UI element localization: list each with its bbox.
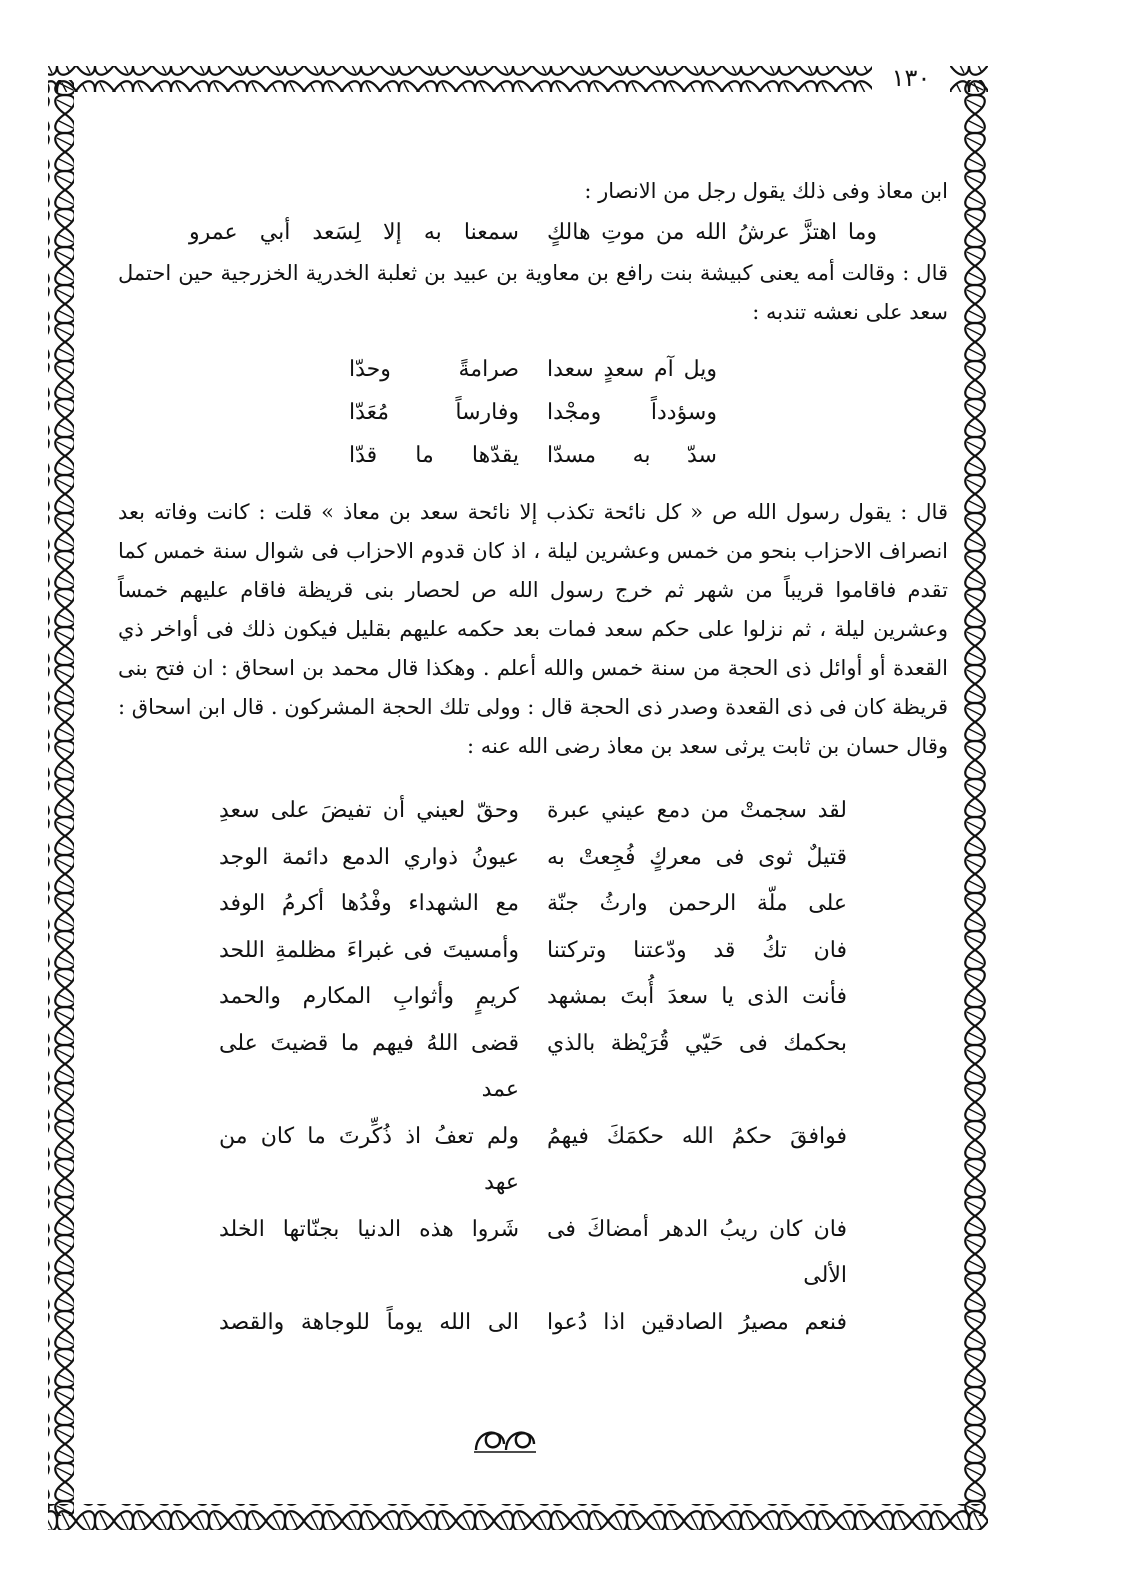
paragraph-main: قال : يقول رسول الله ص « كل نائحة تكذب إلا نائحة سعد بن معاذ » قلت : كانت وفاته بعد انصراف الاحزاب بنحو من خمس وعشرين ليلة ، اذ كان قدوم الاحزاب فى شوال سنة خمس كما تقدم فاقاموا قريباً من شهر ثم خرج رسول الله ص لحصار بنى قريظة فاقام عليهم خمساً وعشرين ليلة ، ثم نزلوا على حكم سعد فمات بعد حكمه عليهم بقليل فيكون ذلك فى أواخر ذي القعدة أو أوائل ذى الحجة من سنة خمس والله أعلم . وهكذا قال محمد بن اسحاق : ان فتح بنى قريظة كان فى ذى القعدة وصدر ذى الحجة قال : وولى تلك الحجة المشركون . قال ابن اسحاق : وقال حسان بن ثابت يرثى سعد بن معاذ رضى الله عنه : <box>118 500 948 758</box>
verse-second-hemistich: صرامةً وحدّا <box>349 357 519 382</box>
verse-first-hemistich: على ملّة الرحمن وارثُ جنّة <box>547 891 847 916</box>
verse-second-hemistich: ولم تعفُ اذ ذُكِّرتَ ما كان من عهد <box>219 1123 519 1195</box>
verse-second-hemistich: وفارساً مُعَدّا <box>349 400 519 425</box>
verse-first-hemistich: فان تكُ قد ودّعتنا وتركتنا <box>547 937 847 963</box>
verse-second-hemistich: عيونُ ذواري الدمع دائمة الوجد <box>219 844 519 870</box>
paragraph-lament: قال : وقالت أمه يعنى كبيشة بنت رافع بن معاوية بن عبيد بن ثعلبة الخدرية الخزرجية حين احتمل سعد على نعشه تندبه : <box>118 261 948 324</box>
verse-line <box>118 974 948 1021</box>
verse-second-hemistich: يقدّها ما قدّا <box>349 443 519 468</box>
verse-first-hemistich: لقد سجمتْ من دمع عيني عبرة <box>547 798 847 823</box>
verse-second-hemistich: الى الله يوماً للوجاهة والقصد <box>219 1309 519 1335</box>
couplet <box>118 211 948 254</box>
end-ornament-icon <box>470 1424 540 1456</box>
verse-line <box>118 881 948 928</box>
intro-line: ابن معاذ وفى ذلك يقول رجل من الانصار : <box>584 179 948 203</box>
verse-line <box>118 835 948 882</box>
verse-line <box>118 1114 948 1207</box>
verse-line <box>118 788 948 835</box>
verse-line <box>118 391 948 434</box>
verse-second-hemistich: مع الشهداء وفْدُها أكرمُ الوفد <box>219 891 519 916</box>
verse-line <box>118 1021 948 1114</box>
verse-line <box>118 1300 948 1347</box>
hassan-poem <box>118 788 948 1346</box>
verse-line <box>118 434 948 477</box>
verse-first-hemistich: وسؤدداً ومجْدا <box>547 400 717 425</box>
verse-line <box>118 928 948 975</box>
verse-second-hemistich: كريمٍ وأثوابِ المكارم والحمد <box>219 984 519 1009</box>
verse-second-hemistich: قضى اللهُ فيهم ما قضيتَ على عمد <box>219 1030 519 1102</box>
verse-first-hemistich: بحكمك فى حَيّي قُرَيْظة بالذي <box>547 1030 847 1056</box>
verse-second-hemistich: وحقّ لعيني أن تفيضَ على سعدِ <box>219 798 519 823</box>
couplet-first-hemistich: وما اهتزَّ عرشُ الله من موتِ هالكٍ <box>547 220 877 245</box>
verse-first-hemistich: فنعم مصيرُ الصادقين اذا دُعوا <box>547 1309 847 1335</box>
rajaz-verses <box>118 348 948 477</box>
verse-second-hemistich: وأمسيتَ فى غبراءَ مظلمةِ اللحد <box>219 937 519 963</box>
verse-second-hemistich: شَروا هذه الدنيا بجنّاتها الخلد <box>219 1216 519 1242</box>
verse-first-hemistich: قتيلٌ ثوى فى معركٍ فُجِعتْ به <box>547 844 847 870</box>
verse-line <box>118 348 948 391</box>
verse-first-hemistich: ويل آم سعدٍ سعدا <box>547 357 717 382</box>
text-body <box>118 172 948 1346</box>
verse-first-hemistich: سدّ به مسدّا <box>547 443 717 468</box>
couplet-second-hemistich: سمعنا به إلا لِسَعد أبي عمرو <box>189 220 519 245</box>
verse-first-hemistich: فوافقَ حكمُ الله حكمَكَ فيهمُ <box>547 1123 847 1149</box>
page-number: ١٣٠ <box>872 64 950 92</box>
verse-first-hemistich: فأنت الذى يا سعدَ أُبتَ بمشهد <box>547 984 847 1009</box>
verse-first-hemistich: فان كان ريبُ الدهر أمضاكَ فى الألى <box>547 1216 847 1288</box>
verse-line <box>118 1207 948 1300</box>
